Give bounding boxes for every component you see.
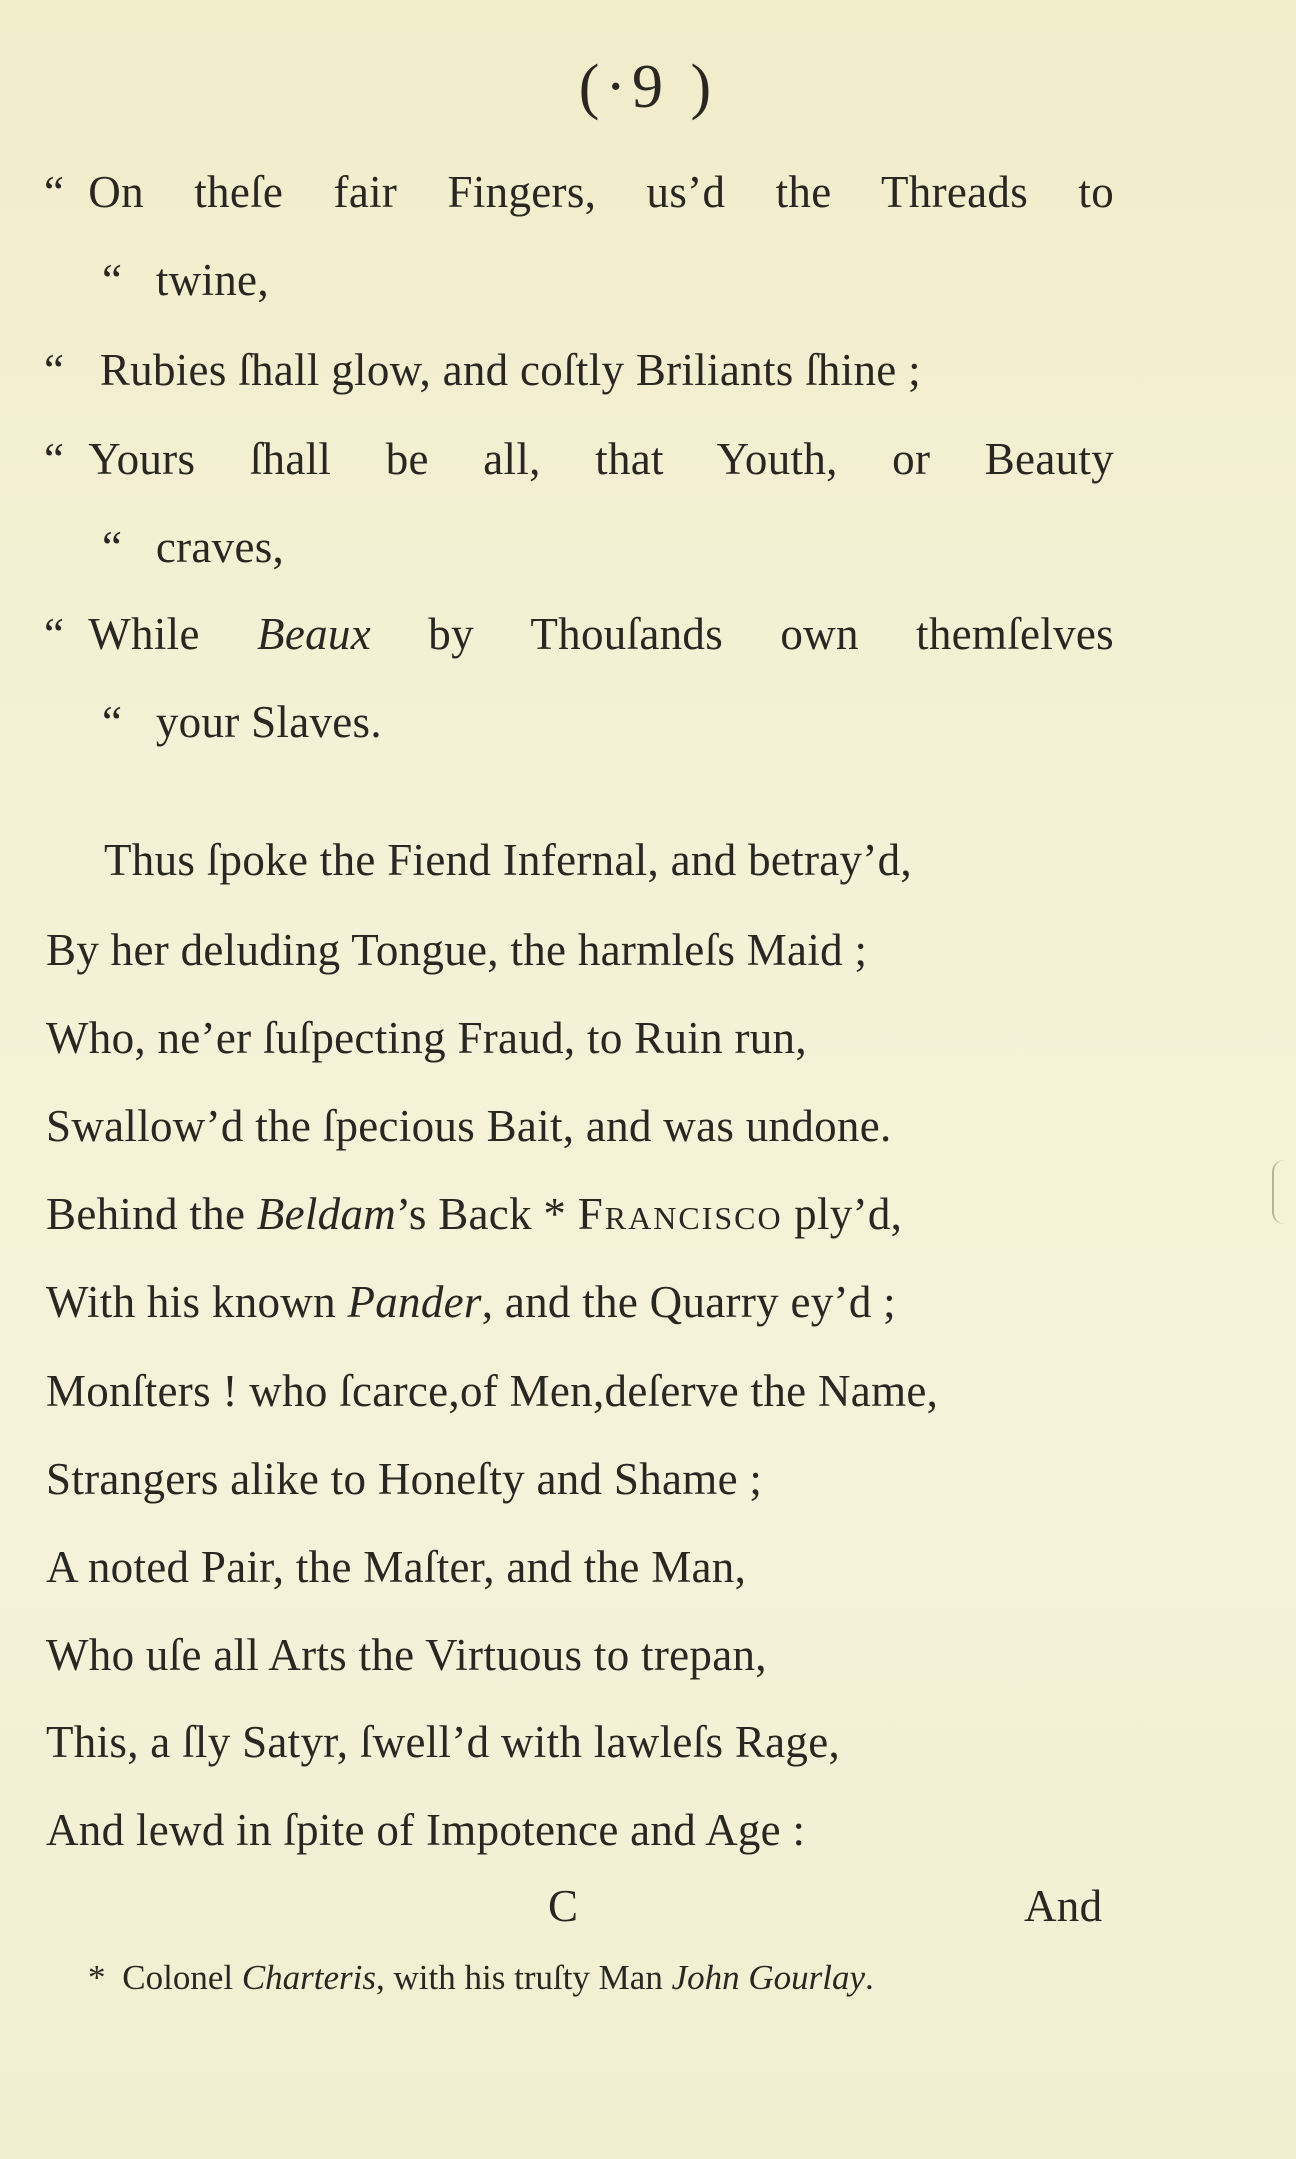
verse-line-3 [44, 345, 921, 395]
footnote-pre: Colonel [122, 1958, 242, 1997]
verse-line-18: This, a ſly Satyr, ſwell’d with lawleſs Rage, [46, 1717, 841, 1767]
verse-text-pre: With his known [46, 1277, 348, 1327]
verse-text [88, 609, 1114, 659]
italic-word-pander: Pander [347, 1277, 482, 1327]
verse-text-post: by Thouſands own themſelves [370, 609, 1114, 659]
page-edge-mark [1272, 1160, 1296, 1224]
verse-text-mid: ’s Back * [396, 1189, 578, 1239]
verse-line-4 [44, 434, 1114, 484]
verse-line-13 [46, 1277, 896, 1327]
footnote-name: Charteris [241, 1958, 377, 1997]
verse-line-12 [46, 1189, 903, 1239]
footnote-man: John Gourlay [671, 1958, 866, 1997]
verse-line-15: Strangers alike to Honeſty and Shame ; [46, 1454, 763, 1504]
quote-mark: “ [44, 609, 65, 659]
quote-mark: “ [102, 255, 123, 305]
verse-text-pre: Behind the [46, 1189, 257, 1239]
verse-line-9: By her deluding Tongue, the harmleſs Maid ; [46, 925, 868, 975]
verse-text-pre: While [88, 609, 258, 659]
verse-line-6 [44, 609, 1114, 659]
verse-text: Rubies ſhall glow, and coſtly Briliants ſhine ; [99, 345, 921, 395]
italic-word-beldam: Beldam [256, 1189, 397, 1239]
verse-text: On theſe fair Fingers, us’d the Threads to [88, 167, 1114, 217]
quote-mark: “ [102, 522, 123, 572]
verse-text: Yours ſhall be all, that Youth, or Beauty [88, 434, 1114, 484]
quote-mark: “ [44, 434, 65, 484]
quote-mark: “ [44, 345, 65, 395]
quote-mark: “ [44, 167, 65, 217]
verse-line-17: Who uſe all Arts the Virtuous to trepan, [46, 1630, 767, 1680]
verse-text-post: ply’d, [782, 1189, 903, 1239]
italic-word-beaux: Beaux [257, 609, 371, 659]
footnote-star: * [88, 1958, 106, 1997]
page-number: (·9 ) [578, 53, 718, 121]
verse-text-post: , and the Quarry ey’d ; [481, 1277, 896, 1327]
signature-mark: C [548, 1881, 579, 1931]
verse-line-16: A noted Pair, the Maſter, and the Man, [46, 1542, 747, 1592]
verse-line-11: Swallow’d the ſpecious Bait, and was undone. [46, 1101, 892, 1151]
quote-mark: “ [102, 697, 123, 747]
footnote [88, 1958, 874, 1998]
verse-line-10: Who, ne’er ſuſpecting Fraud, to Ruin run, [46, 1013, 807, 1063]
verse-line-2 [102, 255, 269, 305]
verse-text: twine, [155, 255, 269, 305]
verse-line-5 [102, 522, 285, 572]
footnote-end: . [865, 1958, 874, 1997]
verse-text: craves, [155, 522, 285, 572]
footnote-mid: , with his truſty Man [376, 1958, 672, 1997]
verse-line-19: And lewd in ſpite of Impotence and Age : [46, 1805, 806, 1855]
verse-line-1 [44, 167, 1114, 217]
verse-line-7 [102, 697, 382, 747]
catchword: And [1024, 1881, 1103, 1931]
verse-line-8: Thus ſpoke the Fiend Infernal, and betray’d, [104, 835, 912, 885]
verse-line-14: Monſters ! who ſcarce,of Men,deſerve the Name, [46, 1366, 939, 1416]
verse-text: your Slaves. [155, 697, 382, 747]
name-francisco: Francisco [577, 1189, 783, 1239]
